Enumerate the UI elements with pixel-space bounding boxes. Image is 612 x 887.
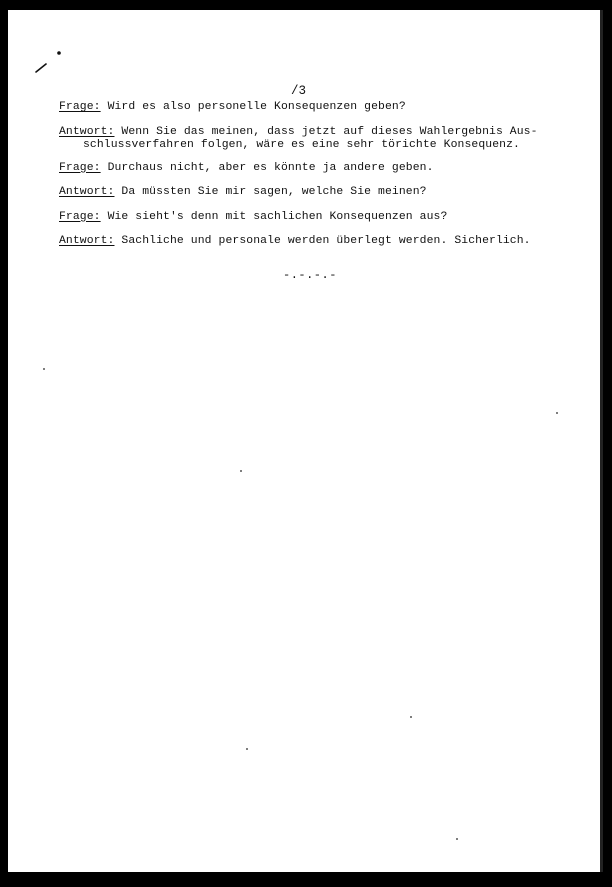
paper-speck — [246, 748, 248, 750]
document-page — [8, 10, 603, 872]
speaker-label: Frage: — [59, 210, 101, 223]
entry-text: Wenn Sie das meinen, dass jetzt auf dieses Wahlergebnis Aus- — [121, 125, 538, 138]
paper-speck — [240, 470, 242, 472]
transcript-entry — [59, 101, 579, 114]
speaker-label: Antwort: — [59, 125, 115, 138]
paper-speck — [456, 838, 458, 840]
paper-speck — [410, 716, 412, 718]
speaker-label: Antwort: — [59, 235, 115, 247]
paper-speck — [43, 368, 45, 370]
transcript-entry — [59, 162, 579, 175]
transcript-entry — [59, 186, 579, 199]
entry-text: Durchaus nicht, aber es könnte ja andere geben. — [107, 161, 434, 174]
transcript-entry — [59, 211, 579, 224]
entry-text: Sachliche und personale werden überlegt werden. Sicherlich. — [121, 235, 531, 247]
end-of-text-mark: -.-.-.- — [283, 268, 337, 282]
page-number: /3 — [291, 84, 307, 98]
transcript-entry — [59, 126, 579, 152]
paper-speck — [556, 412, 558, 414]
handwritten-tick-mark — [33, 50, 63, 80]
speaker-label: Frage: — [59, 101, 101, 113]
entry-text: Wie sieht's denn mit sachlichen Konsequenzen aus? — [107, 210, 448, 223]
speaker-label: Frage: — [59, 161, 101, 174]
entry-text: Wird es also personelle Konsequenzen geben? — [107, 101, 406, 113]
entry-text: Da müssten Sie mir sagen, welche Sie meinen? — [121, 186, 427, 198]
transcript-entry — [59, 235, 579, 248]
interview-transcript — [59, 101, 579, 260]
speaker-label: Antwort: — [59, 186, 115, 198]
entry-text-continuation: schlussverfahren folgen, wäre es eine sehr törichte Konsequenz. — [83, 138, 520, 151]
